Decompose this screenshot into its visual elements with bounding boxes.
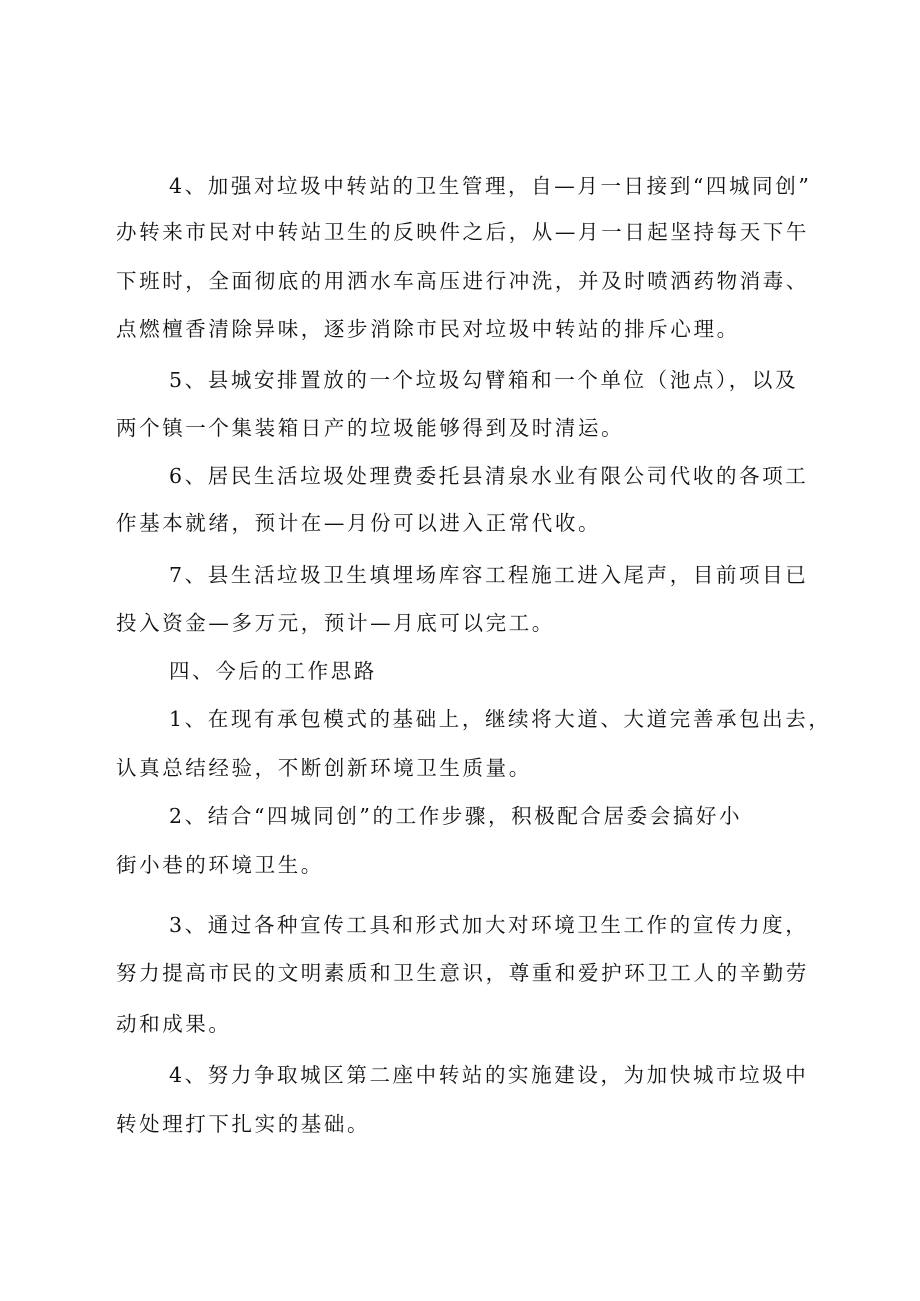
text-line: 转处理打下扎实的基础。 (116, 1112, 371, 1136)
text-line: 作基本就绪，预计在—月份可以进入正常代收。 (116, 511, 602, 535)
section-heading: 四、今后的工作思路 (169, 659, 377, 683)
text-line: 5、县城安排置放的一个垃圾勾臂箱和一个单位（池点），以及 (169, 368, 799, 392)
text-line: 努力提高市民的文明素质和卫生意识，尊重和爱护环卫工人的辛勤劳 (116, 961, 809, 985)
text-line: 1、在现有承包模式的基础上，继续将大道、大道完善承包出去， (169, 707, 832, 731)
text-line: 两个镇一个集装箱日产的垃圾能够得到及时清运。 (116, 416, 625, 440)
text-line: 点燃檀香清除异味，逐步消除市民对垃圾中转站的排斥心理。 (116, 317, 740, 341)
text-line: 4、加强对垃圾中转站的卫生管理，自—月一日接到“四城同创” (169, 174, 812, 198)
text-line: 街小巷的环境卫生。 (116, 853, 324, 877)
text-line: 办转来市民对中转站卫生的反映件之后，从—月一日起坚持每天下午 (116, 220, 809, 244)
text-line: 投入资金—多万元，预计—月底可以完工。 (116, 611, 555, 635)
text-line: 6、居民生活垃圾处理费委托县清泉水业有限公司代收的各项工 (169, 464, 809, 488)
text-line: 认真总结经验，不断创新环境卫生质量。 (116, 756, 532, 780)
text-line: 4、努力争取城区第二座中转站的实施建设，为加快城市垃圾中 (169, 1063, 809, 1087)
text-line: 3、通过各种宣传工具和形式加大对环境卫生工作的宣传力度， (169, 913, 809, 937)
text-line: 下班时，全面彻底的用洒水车高压进行冲洗，并及时喷洒药物消毒、 (116, 269, 809, 293)
text-line: 动和成果。 (116, 1012, 232, 1036)
text-line: 2、结合“四城同创”的工作步骤，积极配合居委会搞好小 (169, 804, 743, 828)
text-line: 7、县生活垃圾卫生填埋场库容工程施工进入尾声，目前项目已 (169, 563, 809, 587)
